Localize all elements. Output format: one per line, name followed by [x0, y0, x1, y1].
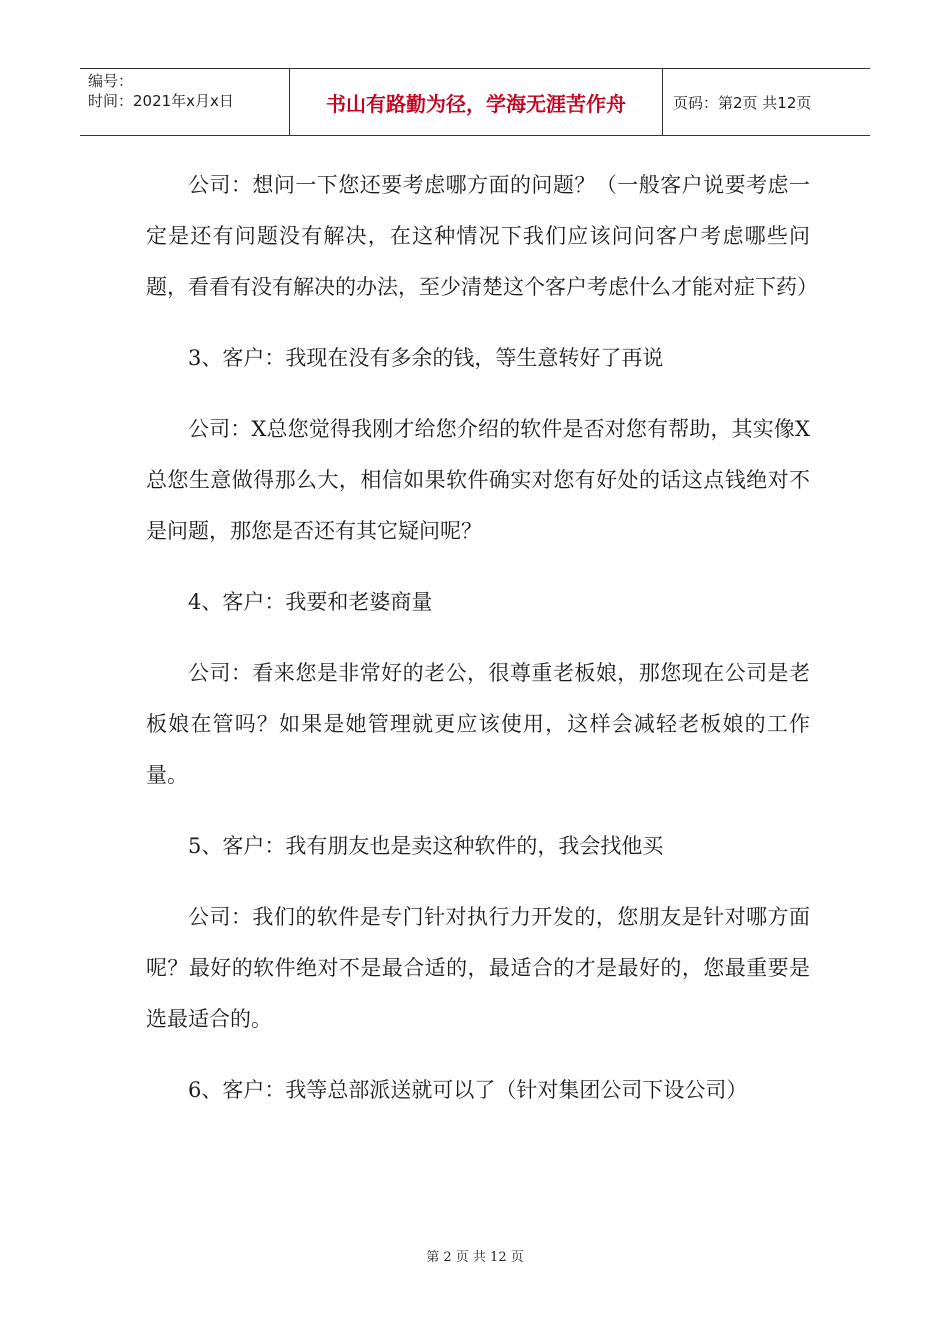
- document-number-label: 编号：: [88, 72, 134, 90]
- header-meta: [80, 69, 290, 136]
- document-body: [146, 160, 818, 1136]
- paragraph: 4、客户：我要和老婆商量: [188, 590, 433, 614]
- paragraph: 5、客户：我有朋友也是卖这种软件的，我会找他买: [188, 834, 664, 858]
- header-motto: 书山有路勤为径，学海无涯苦作舟: [290, 69, 663, 136]
- document-date: 时间：2021年x月x日: [88, 92, 234, 110]
- paragraph: 6、客户：我等总部派送就可以了（针对集团公司下设公司）: [188, 1078, 748, 1102]
- paragraph: 公司：想问一下您还要考虑哪方面的问题？（一般客户说要考虑一定是还有问题没有解决，在这种情况下我们应该问问客户考虑哪些问题，看看有没有解决的办法，至少清楚这个客户考虑什么才能对症下药）: [146, 173, 818, 299]
- header-page-code: 页码：第2页 共12页: [663, 69, 871, 136]
- paragraph: 公司：看来您是非常好的老公，很尊重老板娘，那您现在公司是老板娘在管吗？如果是她管理就更应该使用，这样会减轻老板娘的工作量。: [146, 661, 810, 787]
- paragraph: 公司：我们的软件是专门针对执行力开发的，您朋友是针对哪方面呢？最好的软件绝对不是最合适的，最适合的才是最好的，您最重要是选最适合的。: [146, 905, 810, 1031]
- paragraph: 3、客户：我现在没有多余的钱，等生意转好了再说: [188, 346, 664, 370]
- page-footer: 第 2 页 共 12 页: [426, 1250, 524, 1265]
- paragraph: 公司：X总您觉得我刚才给您介绍的软件是否对您有帮助，其实像X总您生意做得那么大，相信如果软件确实对您有好处的话这点钱绝对不是问题，那您是否还有其它疑问呢？: [146, 417, 810, 543]
- page-header: [80, 68, 870, 136]
